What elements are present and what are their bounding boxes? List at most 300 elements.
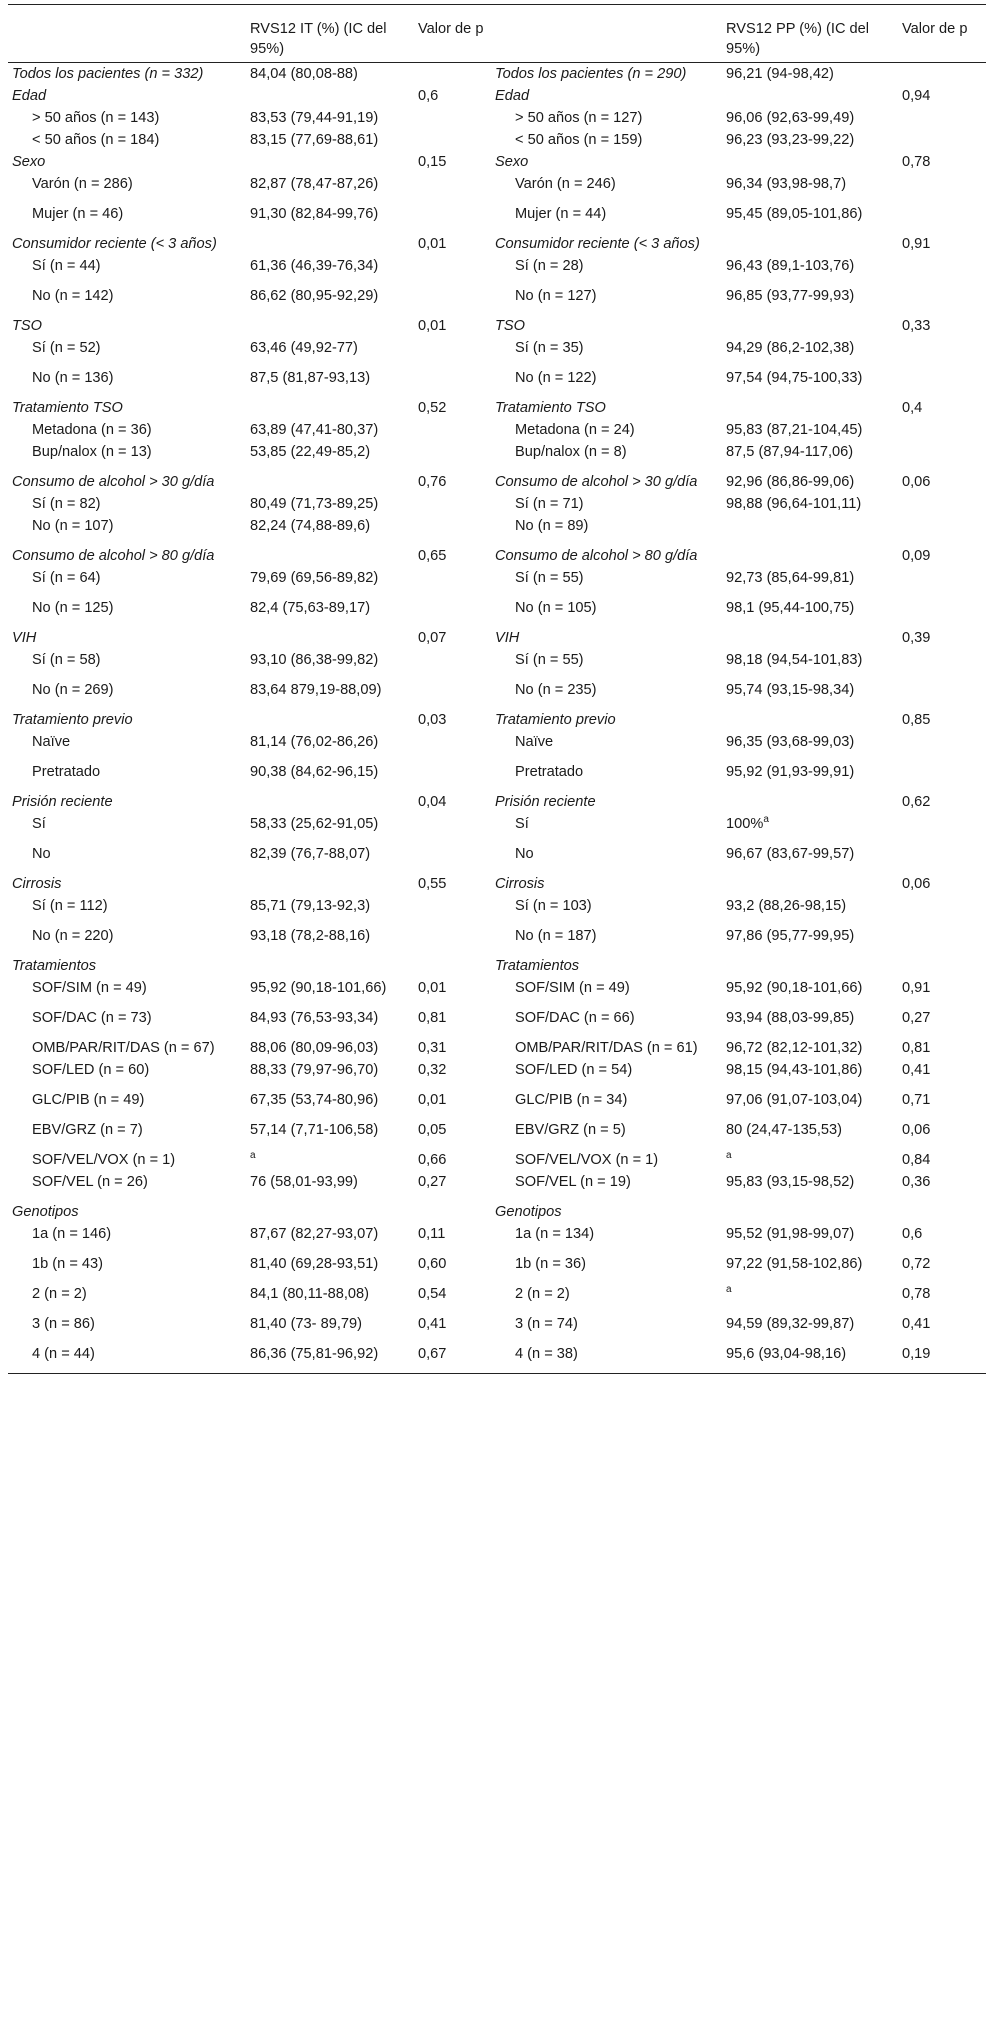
svr12-pp-value-text: 92,73 (85,64-99,81) [726, 570, 855, 586]
p-value-pp [898, 709, 986, 731]
svr12-it-value [246, 1223, 414, 1253]
p-value-it [414, 367, 491, 397]
variable-label-pp [491, 1201, 722, 1223]
p-value-pp-text: 0,84 [902, 1152, 931, 1168]
p-value-pp [898, 255, 986, 285]
svr12-it-value [246, 627, 414, 649]
p-value-it [414, 441, 491, 471]
svr12-pp-value [722, 151, 898, 173]
svr12-pp-value-text: 95,83 (87,21-104,45) [726, 422, 863, 438]
p-value-pp [898, 679, 986, 709]
variable-label-pp-text: 2 (n = 2) [515, 1286, 570, 1302]
table-row [8, 419, 986, 441]
svr12-it-value [246, 731, 414, 761]
svr12-it-value [246, 419, 414, 441]
p-value-it [414, 233, 491, 255]
p-value-it-text: 0,67 [418, 1346, 447, 1362]
p-value-pp [898, 545, 986, 567]
table-row [8, 895, 986, 925]
variable-label-it-text: 1b (n = 43) [32, 1256, 103, 1272]
svr12-it-value-text: 82,4 (75,63-89,17) [250, 600, 371, 616]
p-value-pp [898, 515, 986, 545]
variable-label-it [8, 977, 246, 1007]
svr12-pp-value-text: 98,15 (94,43-101,86) [726, 1062, 863, 1078]
svr12-pp-value [722, 203, 898, 233]
svr12-pp-value [722, 545, 898, 567]
svr12-it-value [246, 337, 414, 367]
variable-label-it [8, 173, 246, 203]
svr12-it-value [246, 85, 414, 107]
variable-label-it-text: Naïve [32, 734, 71, 750]
variable-label-pp [491, 203, 722, 233]
svr12-it-value-text: 61,36 (46,39-76,34) [250, 258, 379, 274]
p-value-pp [898, 1037, 986, 1059]
svr12-pp-value-text: 87,5 (87,94-117,06) [726, 444, 854, 460]
svr12-it-value [246, 63, 414, 86]
footnote-marker: a [726, 1150, 732, 1162]
variable-label-it [8, 791, 246, 813]
table-row-group [8, 397, 986, 419]
svr12-pp-value [722, 761, 898, 791]
svr12-pp-value-text: 96,34 (93,98-98,7) [726, 176, 847, 192]
table-row [8, 649, 986, 679]
svr12-it-value-text: 93,18 (78,2-88,16) [250, 928, 371, 944]
p-value-pp [898, 367, 986, 397]
svr12-pp-value-text: 98,1 (95,44-100,75) [726, 600, 855, 616]
variable-label-pp [491, 1089, 722, 1119]
variable-label-pp-text: No (n = 235) [515, 682, 597, 698]
svr12-it-value-text: 84,1 (80,11-88,08) [250, 1286, 369, 1302]
variable-label-pp [491, 151, 722, 173]
variable-label-pp [491, 545, 722, 567]
p-value-pp [898, 471, 986, 493]
variable-label-pp [491, 627, 722, 649]
svr12-pp-value [722, 1149, 898, 1171]
p-value-it [414, 843, 491, 873]
variable-label-pp [491, 1037, 722, 1059]
variable-label-pp-text: GLC/PIB (n = 34) [515, 1092, 628, 1108]
variable-label-it-text: Sí (n = 44) [32, 258, 101, 274]
svr12-it-value [246, 1007, 414, 1037]
variable-label-it-text: Varón (n = 286) [32, 176, 133, 192]
svr12-pp-value-text: 96,72 (82,12-101,32) [726, 1040, 863, 1056]
p-value-it-text: 0,60 [418, 1256, 447, 1272]
variable-label-it-text: No (n = 136) [32, 370, 114, 386]
svr12-it-value [246, 1089, 414, 1119]
svr12-it-value-text: 95,92 (90,18-101,66) [250, 980, 387, 996]
svr12-it-value-text: 63,46 (49,92-77) [250, 340, 358, 356]
svr12-it-value [246, 233, 414, 255]
p-value-it-text: 0,01 [418, 236, 447, 252]
svr12-pp-value-text: 97,22 (91,58-102,86) [726, 1256, 863, 1272]
svr12-pp-value [722, 977, 898, 1007]
p-value-it-text: 0,01 [418, 318, 447, 334]
variable-label-it-text: Pretratado [32, 764, 101, 780]
variable-label-it-text: Mujer (n = 46) [32, 206, 124, 222]
variable-label-pp [491, 441, 722, 471]
table-row [8, 1171, 986, 1201]
p-value-it [414, 597, 491, 627]
p-value-it-text: 0,65 [418, 548, 447, 564]
variable-label-it-text: Tratamiento TSO [12, 400, 123, 416]
variable-label-it [8, 255, 246, 285]
table-row-group [8, 233, 986, 255]
svr12-it-value-text: 67,35 (53,74-80,96) [250, 1092, 379, 1108]
svr12-pp-value [722, 419, 898, 441]
p-value-pp-text: 0,91 [902, 980, 931, 996]
variable-label-pp-text: Pretratado [515, 764, 584, 780]
variable-label-it [8, 545, 246, 567]
variable-label-pp [491, 731, 722, 761]
svr12-results-table [8, 4, 986, 1374]
table-row [8, 1223, 986, 1253]
variable-label-it [8, 1313, 246, 1343]
table-row [8, 597, 986, 627]
table-row [8, 1037, 986, 1059]
table-row [8, 1059, 986, 1089]
svr12-it-value [246, 597, 414, 627]
svr12-it-value [246, 1313, 414, 1343]
variable-label-it-text: > 50 años (n = 143) [32, 110, 160, 126]
table-row [8, 1007, 986, 1037]
svr12-pp-value-text: 94,29 (86,2-102,38) [726, 340, 855, 356]
p-value-pp [898, 955, 986, 977]
svr12-pp-value [722, 813, 898, 843]
p-value-it [414, 813, 491, 843]
p-value-pp-text: 0,06 [902, 1122, 931, 1138]
p-value-it [414, 627, 491, 649]
table-row [8, 761, 986, 791]
svr12-pp-value [722, 1059, 898, 1089]
variable-label-pp [491, 63, 722, 86]
p-value-it [414, 203, 491, 233]
variable-label-pp [491, 791, 722, 813]
variable-label-it [8, 233, 246, 255]
table-row [8, 173, 986, 203]
variable-label-pp [491, 925, 722, 955]
p-value-it [414, 567, 491, 597]
p-value-it-text: 0,52 [418, 400, 447, 416]
variable-label-it [8, 85, 246, 107]
variable-label-it-text: SOF/VEL (n = 26) [32, 1174, 148, 1190]
p-value-pp-text: 0,09 [902, 548, 931, 564]
variable-label-it [8, 419, 246, 441]
variable-label-pp-text: 1a (n = 134) [515, 1226, 595, 1242]
table-row [8, 1253, 986, 1283]
svr12-pp-value-text: 95,92 (91,93-99,91) [726, 764, 855, 780]
header-svr12-it: RVS12 IT (%) (IC del 95%) [250, 21, 387, 57]
table-row-group [8, 85, 986, 107]
svr12-it-value-text: 79,69 (69,56-89,82) [250, 570, 379, 586]
svr12-pp-value-text: 96,21 (94-98,42) [726, 66, 834, 82]
p-value-it-text: 0,27 [418, 1174, 447, 1190]
p-value-it [414, 1171, 491, 1201]
p-value-it-text: 0,81 [418, 1010, 447, 1026]
p-value-it [414, 1119, 491, 1149]
variable-label-it [8, 761, 246, 791]
svr12-it-value-text: 86,62 (80,95-92,29) [250, 288, 379, 304]
svr12-it-value [246, 1171, 414, 1201]
svr12-pp-value [722, 129, 898, 151]
svr12-it-value [246, 151, 414, 173]
svr12-pp-value [722, 255, 898, 285]
variable-label-pp-text: SOF/LED (n = 54) [515, 1062, 633, 1078]
svr12-pp-value [722, 285, 898, 315]
variable-label-it-text: Sí [32, 816, 46, 832]
variable-label-pp-text: Genotipos [495, 1204, 562, 1220]
svr12-pp-value [722, 731, 898, 761]
svr12-it-value [246, 471, 414, 493]
p-value-it-text: 0,04 [418, 794, 447, 810]
p-value-it [414, 85, 491, 107]
variable-label-it [8, 843, 246, 873]
variable-label-pp [491, 1253, 722, 1283]
p-value-pp-text: 0,36 [902, 1174, 931, 1190]
table-row [8, 129, 986, 151]
p-value-it-text: 0,41 [418, 1316, 447, 1332]
header-svr12-pp: RVS12 PP (%) (IC del 95%) [726, 21, 870, 57]
p-value-it-text: 0,54 [418, 1286, 447, 1302]
svr12-pp-value [722, 1253, 898, 1283]
p-value-pp [898, 925, 986, 955]
p-value-pp [898, 791, 986, 813]
p-value-pp-text: 0,33 [902, 318, 931, 334]
table-row [8, 567, 986, 597]
table-row-group [8, 873, 986, 895]
svr12-pp-value [722, 173, 898, 203]
svr12-it-value [246, 977, 414, 1007]
table-row [8, 255, 986, 285]
variable-label-pp-text: 1b (n = 36) [515, 1256, 586, 1272]
p-value-it [414, 107, 491, 129]
variable-label-it-text: Todos los pacientes (n = 332) [12, 66, 204, 82]
variable-label-pp [491, 843, 722, 873]
p-value-pp [898, 85, 986, 107]
variable-label-it-text: No (n = 125) [32, 600, 114, 616]
table-row [8, 1283, 986, 1313]
svr12-pp-value-text: 96,67 (83,67-99,57) [726, 846, 855, 862]
p-value-pp [898, 203, 986, 233]
p-value-it [414, 419, 491, 441]
p-value-pp-text: 0,27 [902, 1010, 931, 1026]
svr12-it-value-text: 76 (58,01-93,99) [250, 1174, 358, 1190]
variable-label-it [8, 471, 246, 493]
variable-label-it [8, 1223, 246, 1253]
variable-label-it-text: Consumo de alcohol > 80 g/día [12, 548, 215, 564]
p-value-it [414, 761, 491, 791]
svr12-it-value-text: 81,40 (73- 89,79) [250, 1316, 362, 1332]
svr12-it-value [246, 1283, 414, 1313]
svr12-it-value-text: 85,71 (79,13-92,3) [250, 898, 371, 914]
p-value-pp [898, 627, 986, 649]
p-value-it-text: 0,66 [418, 1152, 447, 1168]
svr12-it-value [246, 567, 414, 597]
footnote-marker: a [250, 1150, 256, 1162]
header-variable-pp [491, 5, 722, 63]
p-value-pp-text: 0,4 [902, 400, 923, 416]
svr12-pp-value-text: 98,18 (94,54-101,83) [726, 652, 863, 668]
p-value-pp-text: 0,71 [902, 1092, 931, 1108]
svr12-pp-value [722, 873, 898, 895]
svr12-it-value [246, 1149, 414, 1171]
p-value-pp [898, 1283, 986, 1313]
p-value-pp [898, 977, 986, 1007]
p-value-it-text: 0,31 [418, 1040, 447, 1056]
variable-label-pp-text: Tratamientos [495, 958, 580, 974]
p-value-it [414, 397, 491, 419]
variable-label-pp-text: Cirrosis [495, 876, 545, 892]
p-value-it [414, 285, 491, 315]
variable-label-it-text: Sí (n = 52) [32, 340, 101, 356]
variable-label-pp [491, 129, 722, 151]
variable-label-pp-text: OMB/PAR/RIT/DAS (n = 61) [515, 1040, 698, 1056]
svr12-it-value [246, 1343, 414, 1374]
footnote-marker: a [726, 1284, 732, 1296]
svr12-it-value-text: 82,24 (74,88-89,6) [250, 518, 371, 534]
p-value-pp [898, 1089, 986, 1119]
variable-label-it-text: SOF/LED (n = 60) [32, 1062, 150, 1078]
variable-label-pp [491, 1171, 722, 1201]
svr12-pp-value [722, 925, 898, 955]
variable-label-pp [491, 255, 722, 285]
p-value-it [414, 955, 491, 977]
svr12-it-value [246, 1037, 414, 1059]
p-value-pp-text: 0,91 [902, 236, 931, 252]
variable-label-it-text: TSO [12, 318, 42, 334]
p-value-it [414, 1253, 491, 1283]
variable-label-it [8, 337, 246, 367]
p-value-it [414, 1007, 491, 1037]
svr12-it-value [246, 1201, 414, 1223]
p-value-pp [898, 1343, 986, 1374]
svr12-pp-value [722, 1223, 898, 1253]
variable-label-pp-text: Sí (n = 55) [515, 570, 584, 586]
variable-label-pp [491, 107, 722, 129]
variable-label-it-text: VIH [12, 630, 37, 646]
table-row [8, 1313, 986, 1343]
svr12-pp-value-text: 95,6 (93,04-98,16) [726, 1346, 847, 1362]
p-value-it [414, 1343, 491, 1374]
variable-label-pp-text: No (n = 187) [515, 928, 597, 944]
svr12-it-value [246, 129, 414, 151]
svr12-it-value-text: 82,39 (76,7-88,07) [250, 846, 371, 862]
variable-label-pp [491, 397, 722, 419]
svr12-it-value [246, 925, 414, 955]
svr12-pp-value-text: 98,88 (96,64-101,11) [726, 496, 862, 512]
svr12-pp-value [722, 367, 898, 397]
p-value-it [414, 731, 491, 761]
p-value-it [414, 1059, 491, 1089]
p-value-pp [898, 761, 986, 791]
table-row [8, 1343, 986, 1374]
variable-label-pp [491, 813, 722, 843]
variable-label-pp-text: SOF/SIM (n = 49) [515, 980, 630, 996]
svr12-pp-value [722, 1089, 898, 1119]
variable-label-pp-text: 4 (n = 38) [515, 1346, 578, 1362]
svr12-pp-value [722, 627, 898, 649]
svr12-it-value-text: 93,10 (86,38-99,82) [250, 652, 379, 668]
p-value-pp-text: 0,85 [902, 712, 931, 728]
p-value-it [414, 255, 491, 285]
p-value-pp [898, 419, 986, 441]
svr12-it-value [246, 955, 414, 977]
p-value-it [414, 173, 491, 203]
table-row [8, 493, 986, 515]
variable-label-it [8, 1037, 246, 1059]
svr12-it-value-text: 87,5 (81,87-93,13) [250, 370, 371, 386]
p-value-pp [898, 895, 986, 925]
p-value-pp-text: 0,78 [902, 1286, 931, 1302]
svr12-pp-value-text: 96,35 (93,68-99,03) [726, 734, 855, 750]
variable-label-it-text: Sí (n = 82) [32, 496, 101, 512]
header-variable-it [8, 5, 246, 63]
p-value-pp-text: 0,72 [902, 1256, 931, 1272]
variable-label-pp [491, 419, 722, 441]
table-row [8, 679, 986, 709]
svr12-it-value [246, 545, 414, 567]
svr12-it-value-text: 53,85 (22,49-85,2) [250, 444, 371, 460]
svr12-pp-value [722, 1037, 898, 1059]
svr12-pp-value [722, 233, 898, 255]
p-value-pp [898, 649, 986, 679]
p-value-pp [898, 1149, 986, 1171]
p-value-pp [898, 129, 986, 151]
svr12-it-value-text: 58,33 (25,62-91,05) [250, 816, 379, 832]
p-value-pp-text: 0,6 [902, 1226, 923, 1242]
p-value-pp [898, 1201, 986, 1223]
variable-label-it [8, 1149, 246, 1171]
svr12-it-value [246, 493, 414, 515]
svr12-it-value-text: 87,67 (82,27-93,07) [250, 1226, 379, 1242]
variable-label-it [8, 63, 246, 86]
p-value-it [414, 471, 491, 493]
svr12-it-value-text: 80,49 (71,73-89,25) [250, 496, 379, 512]
p-value-pp [898, 597, 986, 627]
p-value-pp [898, 441, 986, 471]
table-header [8, 5, 986, 63]
svr12-pp-value-text: 95,92 (90,18-101,66) [726, 980, 863, 996]
svr12-pp-value [722, 315, 898, 337]
variable-label-pp [491, 285, 722, 315]
svr12-pp-value-text: 95,74 (93,15-98,34) [726, 682, 855, 698]
p-value-it [414, 337, 491, 367]
p-value-pp [898, 1171, 986, 1201]
variable-label-it [8, 1171, 246, 1201]
svr12-pp-value-text: 92,96 (86,86-99,06) [726, 474, 855, 490]
p-value-it-text: 0,07 [418, 630, 447, 646]
variable-label-pp [491, 1313, 722, 1343]
p-value-it [414, 63, 491, 86]
svr12-it-value [246, 1059, 414, 1089]
svr12-it-value [246, 873, 414, 895]
variable-label-pp [491, 649, 722, 679]
svr12-pp-value [722, 63, 898, 86]
table-row-group [8, 151, 986, 173]
header-p-value-pp: Valor de p [902, 21, 968, 37]
variable-label-pp-text: Sí (n = 28) [515, 258, 584, 274]
svr12-pp-value [722, 1313, 898, 1343]
svr12-it-value [246, 285, 414, 315]
variable-label-it-text: Sí (n = 58) [32, 652, 101, 668]
variable-label-it [8, 1283, 246, 1313]
variable-label-it [8, 315, 246, 337]
variable-label-it-text: Sí (n = 112) [32, 898, 108, 914]
svr12-pp-value [722, 709, 898, 731]
variable-label-pp-text: No (n = 122) [515, 370, 597, 386]
p-value-pp-text: 0,41 [902, 1062, 931, 1078]
variable-label-pp-text: Sí (n = 35) [515, 340, 584, 356]
variable-label-pp-text: Naïve [515, 734, 554, 750]
